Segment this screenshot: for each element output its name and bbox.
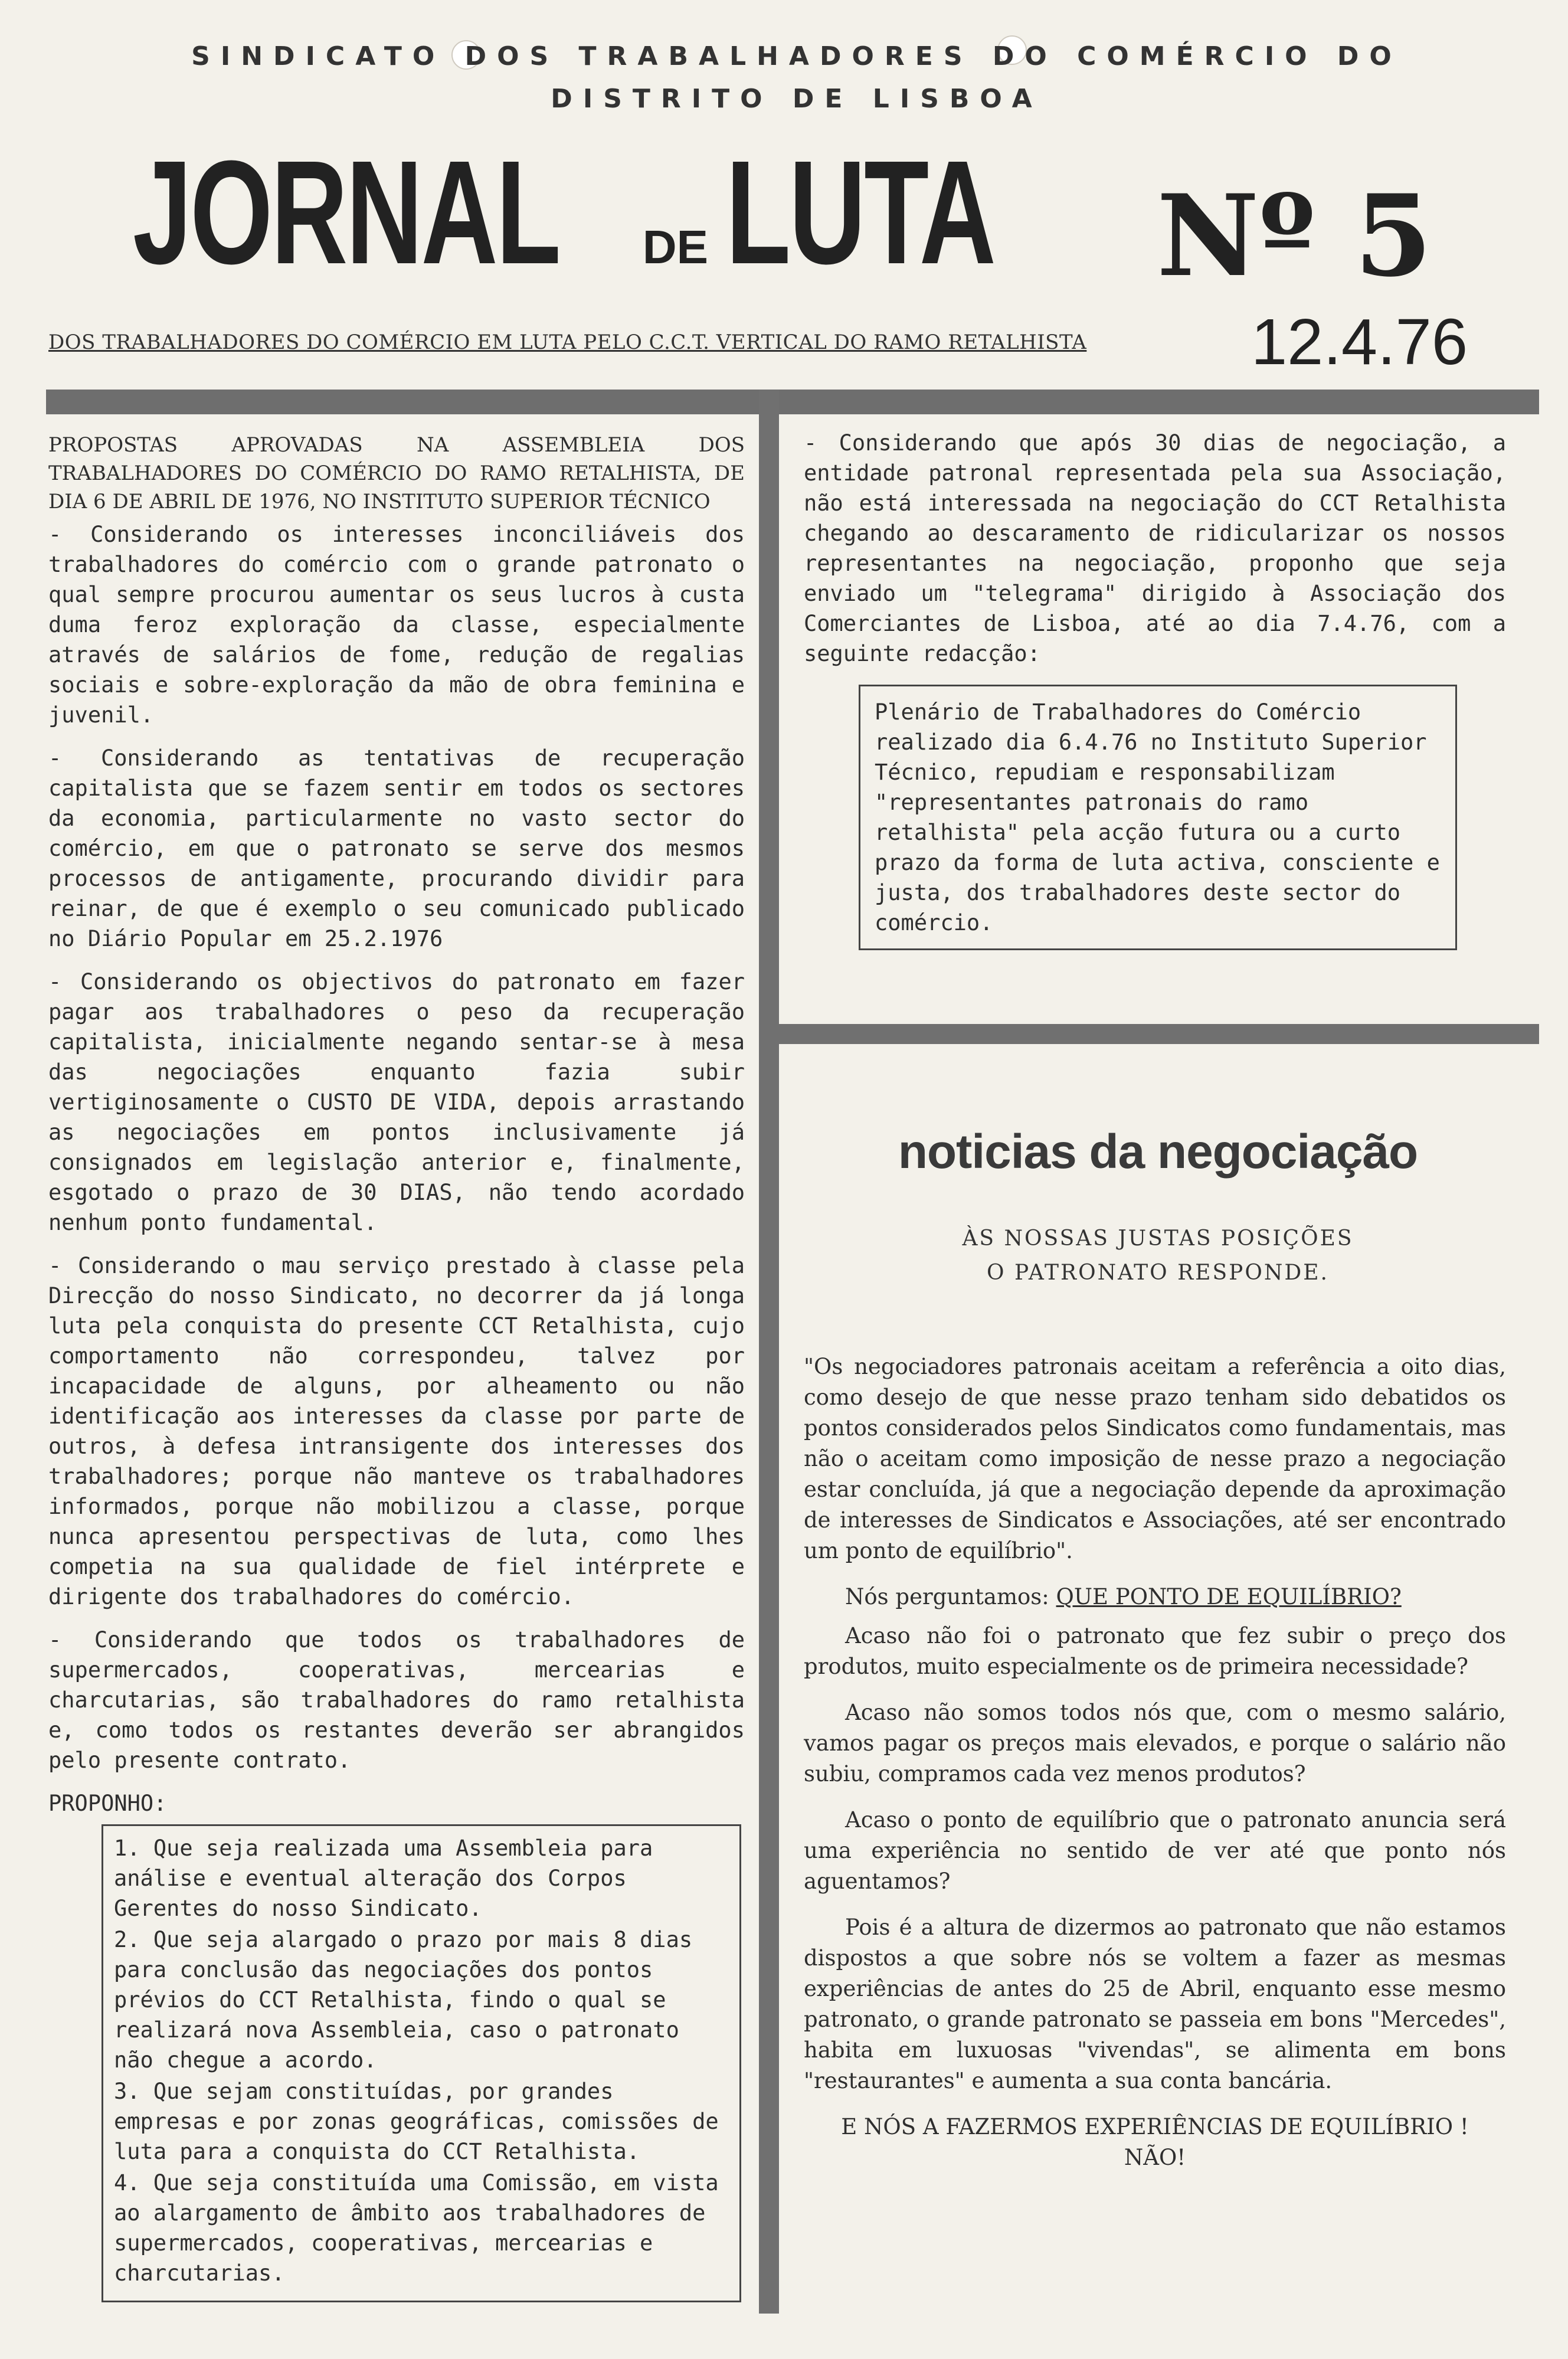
news-body <box>804 1352 1506 2188</box>
consideration-1: - Considerando os interesses inconciliáveis dos trabalhadores do comércio com o grande patronato o qual sempre procurou aumentar os seus lucros à custa duma feroz exploração da classe, especialmente através de salários de fome, redução de regalias sociais e sobre-exploração da mão de obra feminina e juvenil. <box>48 522 745 728</box>
news-paragraph: Pois é a altura de dizermos ao patronato que não estamos dispostos a que sobre nós se voltem a fazer as mesmas experiências de antes do 25 de Abril, enquanto esse mesmo patronato, o grande patronato se passeia em bons "Mercedes", habita em luxuosas "vivendas", se alimenta em bons "restaurantes" e aumenta a sua conta bancária. <box>804 1915 1506 2093</box>
news-subtitle-line-2: O PATRONATO RESPONDE. <box>987 1261 1329 1285</box>
proposal-item: 4. Que seja constituída uma Comissão, em vista ao alargamento de âmbito aos trabalhadores de supermercados, cooperativas, mercearias e charcutarias. <box>114 2170 719 2286</box>
telegram-text: Plenário de Trabalhadores do Comércio realizado dia 6.4.76 no Instituto Superior Técnico, repudiam e responsabilizam "representantes patronais do ramo retalhista" pela acção futura ou a curto prazo da forma de luta activa, consciente e justa, dos trabalhadores deste sector do comércio. <box>875 699 1440 935</box>
proposal-item: 3. Que sejam constituídas, por grandes empresas e por zonas geográficas, comissões de luta para a conquista do CCT Retalhista. <box>114 2079 719 2164</box>
masthead-title <box>133 130 1099 295</box>
assembly-heading: PROPOSTAS APROVADAS NA ASSEMBLEIA DOS TRABALHADORES DO COMÉRCIO DO RAMO RETALHISTA, DE DIA 6 DE ABRIL DE 1976, NO INSTITUTO SUPERIOR TÉCNICO <box>48 433 745 513</box>
right-column-top <box>804 428 1506 682</box>
employer-quote: "Os negociadores patronais aceitam a referência a oito dias, como desejo de que nesse prazo tenham sido debatidos os pontos considerados pelos Sindicatos como fundamentais, mas não o aceitam como imposição de nesse prazo a negociação estar concluída, já que a negociação depende da aproximação de interesses de Sindicatos e Associações, até ser encontrado um ponto de equilíbrio". <box>804 1354 1506 1563</box>
proponho-label: PROPONHO: <box>48 1791 167 1816</box>
proposal-item: 2. Que seja alargado o prazo por mais 8 dias para conclusão das negociações dos pontos prévios do CCT Retalhista, findo o qual se realizará nova Assembleia, caso o patronato não chegue a acordo. <box>114 1927 693 2073</box>
top-divider-bar <box>46 390 1539 414</box>
news-paragraph: Acaso não somos todos nós que, com o mesmo salário, vamos pagar os preços mais elevados, e porque o salário não subiu, compramos cada vez menos produtos? <box>804 1700 1506 1787</box>
closing-line-1: E NÓS A FAZERMOS EXPERIÊNCIAS DE EQUILÍBRIO ! <box>841 2114 1469 2139</box>
title-luta: LUTA <box>725 130 994 295</box>
question-text: QUE PONTO DE EQUILÍBRIO? <box>1056 1584 1402 1609</box>
union-line-2: DISTRITO DE LISBOA <box>551 84 1043 114</box>
consideration-5: - Considerando que todos os trabalhadores de supermercados, cooperativas, mercearias e charcutarias, são trabalhadores do ramo retalhista e, como todos os restantes deverão ser abrangidos pelo presente contrato. <box>48 1627 745 1773</box>
news-paragraph: Acaso não foi o patronato que fez subir o preço dos produtos, muito especialmente os de primeira necessidade? <box>804 1623 1506 1679</box>
title-connector: DE <box>642 221 708 273</box>
union-line-1: SINDICATO DOS TRABALHADORES DO COMÉRCIO DO <box>191 41 1402 71</box>
news-subtitle-line-1: ÀS NOSSAS JUSTAS POSIÇÕES <box>962 1226 1354 1251</box>
news-title: noticias da negociação <box>898 1125 1418 1179</box>
column-divider-bar <box>759 390 779 2314</box>
union-name <box>177 35 1416 120</box>
news-subtitle <box>804 1222 1512 1290</box>
issue-date: 12.4.76 <box>1251 306 1468 378</box>
consideration-2: - Considerando as tentativas de recuperação capitalista que se fazem sentir em todos os sectores da economia, particularmente no vasto sector do comércio, em que o patronato se serve dos mesmos processos de antigamente, procurando dividir para reinar, de que é exemplo o seu comunicado publicado no Diário Popular em 25.2.1976 <box>48 745 745 951</box>
proposals-list <box>114 1833 729 2288</box>
right-section-divider <box>779 1024 1539 1044</box>
title-jornal: JORNAL <box>133 130 559 295</box>
masthead-subtitle: DOS TRABALHADORES DO COMÉRCIO EM LUTA PELO C.C.T. VERTICAL DO RAMO RETALHISTA <box>48 331 1087 354</box>
proposal-item: 1. Que seja realizada uma Assembleia para análise e eventual alteração dos Corpos Gerentes do nosso Sindicato. <box>114 1835 653 1921</box>
issue-number: Nº 5 <box>1157 170 1433 302</box>
telegram-proposal: - Considerando que após 30 dias de negociação, a entidade patronal representada pela sua Associação, não está interessada na negociação do CCT Retalhista chegando ao descaramento de ridicularizar os nossos representantes na negociação, proponho que seja enviado um "telegrama" dirigido à Associação dos Comerciantes de Lisboa, até ao dia 7.4.76, com a seguinte redacção: <box>804 430 1506 666</box>
proposals-box <box>102 1824 741 2302</box>
left-column <box>48 431 745 2302</box>
news-paragraph: Acaso o ponto de equilíbrio que o patronato anuncia será uma experiência no sentido de ver até que ponto nós aguentamos? <box>804 1807 1506 1894</box>
telegram-box <box>859 685 1457 950</box>
closing-line-2: NÃO! <box>1124 2145 1186 2170</box>
question-lead: Nós perguntamos: <box>845 1584 1049 1609</box>
consideration-3: - Considerando os objectivos do patronato em fazer pagar aos trabalhadores o peso da recuperação capitalista, inicialmente negando sentar-se à mesa das negociações enquanto fazia subir vertiginosamente o CUSTO DE VIDA, depois arrastando as negociações em pontos inclusivamente já consignados em legislação anterior e, finalmente, esgotado o prazo de 30 DIAS, não tendo acordado nenhum ponto fundamental. <box>48 969 745 1235</box>
question-line <box>804 1582 1506 1612</box>
consideration-4: - Considerando o mau serviço prestado à classe pela Direcção do nosso Sindicato, no decorrer da já longa luta pela conquista do presente CCT Retalhista, cujo comportamento não correspondeu, talvez por incapacidade de alguns, por alheamento ou não identificação aos interesses da classe por parte de outros, à defesa intransigente dos interesses dos trabalhadores; porque não manteve os trabalhadores informados, porque não mobilizou a classe, porque nunca apresentou perspectivas de luta, como lhes competia na sua qualidade de fiel intérprete e dirigente dos trabalhadores do comércio. <box>48 1253 745 1609</box>
